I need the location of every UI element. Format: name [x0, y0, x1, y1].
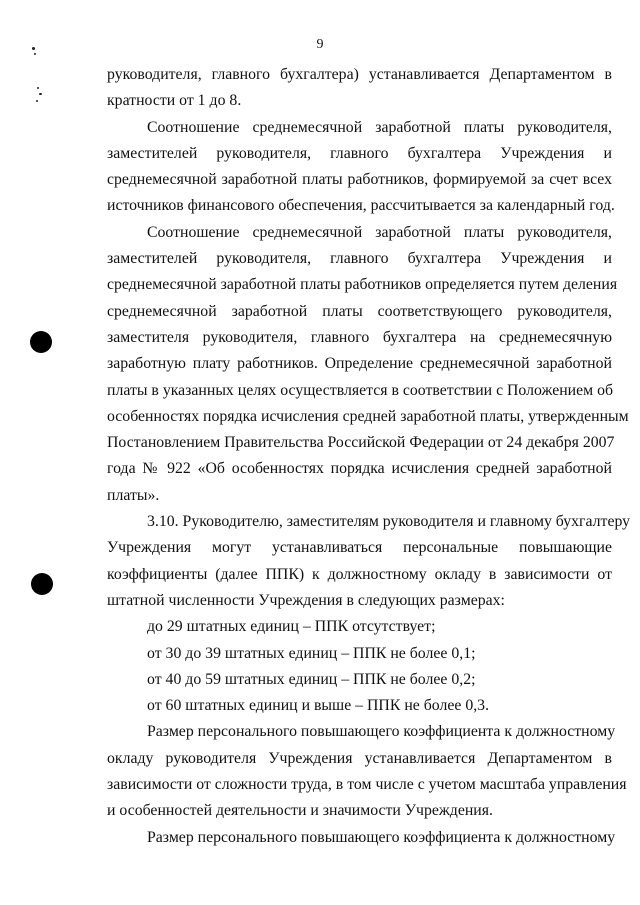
text-line: заместителей руководителя, главного бухгалтера Учреждения и	[107, 250, 612, 268]
text-line: заместителей руководителя, главного бухгалтера Учреждения и	[107, 144, 612, 162]
scan-speck	[34, 53, 36, 55]
text-line: Соотношение среднемесячной заработной платы руководителя,	[147, 118, 612, 136]
text-line: платы».	[107, 486, 160, 504]
text-line: заместителя руководителя, главного бухгалтера на среднемесячную	[107, 328, 612, 346]
text-line: коэффициенты (далее ППК) к должностному окладу в зависимости от	[107, 565, 612, 583]
punch-hole-top	[30, 331, 52, 353]
scan-speck	[39, 93, 42, 95]
text-line: зависимости от сложности труда, в том числе с учетом масштаба управления	[107, 776, 627, 794]
text-line: среднемесячной заработной платы работников, формируемой за счет всех	[107, 171, 612, 189]
text-line: платы в указанных целях осуществляется в соответствии с Положением об	[107, 381, 614, 399]
punch-hole-bottom	[31, 573, 53, 595]
text-line: штатной численности Учреждения в следующих размерах:	[107, 591, 505, 609]
text-line: кратности от 1 до 8.	[107, 92, 242, 110]
text-line: от 60 штатных единиц и выше – ППК не более 0,3.	[147, 697, 490, 715]
text-line: до 29 штатных единиц – ППК отсутствует;	[147, 618, 436, 636]
text-line: Учреждения могут устанавливаться персональные повышающие	[107, 539, 612, 557]
text-line: и особенностей деятельности и значимости Учреждения.	[107, 802, 493, 820]
text-line: особенностях порядка исчисления средней заработной платы, утвержденным	[107, 407, 629, 425]
text-line: окладу руководителя Учреждения устанавливается Департаментом в	[107, 749, 612, 767]
text-line: 3.10. Руководителю, заместителям руководителя и главному бухгалтеру	[147, 513, 631, 531]
text-line: Размер персонального повышающего коэффициента к должностному	[147, 828, 616, 846]
text-line: среднемесячной заработной платы соответствующего руководителя,	[107, 302, 612, 320]
text-line: Соотношение среднемесячной заработной платы руководителя,	[147, 223, 612, 241]
text-line: руководителя, главного бухгалтера) устанавливается Департаментом в	[107, 66, 612, 83]
scan-speck	[37, 87, 39, 89]
scan-speck	[32, 47, 35, 50]
text-line: источников финансового обеспечения, рассчитывается за календарный год.	[107, 197, 615, 215]
document-body	[107, 62, 631, 851]
text-line: от 30 до 39 штатных единиц – ППК не более 0,1;	[147, 644, 476, 662]
text-line: года № 922 «Об особенностях порядка исчисления средней заработной	[107, 460, 612, 478]
scan-speck	[36, 100, 38, 102]
text-line: Размер персонального повышающего коэффициента к должностному	[147, 723, 616, 741]
page-number: 9	[316, 37, 324, 52]
text-line: заработную плату работников. Определение среднемесячной заработной	[107, 355, 612, 373]
text-line: от 40 до 59 штатных единиц – ППК не более 0,2;	[147, 670, 476, 688]
text-line: среднемесячной заработной платы работников определяется путем деления	[107, 276, 618, 294]
text-line: Постановлением Правительства Российской Федерации от 24 декабря 2007	[107, 434, 615, 452]
